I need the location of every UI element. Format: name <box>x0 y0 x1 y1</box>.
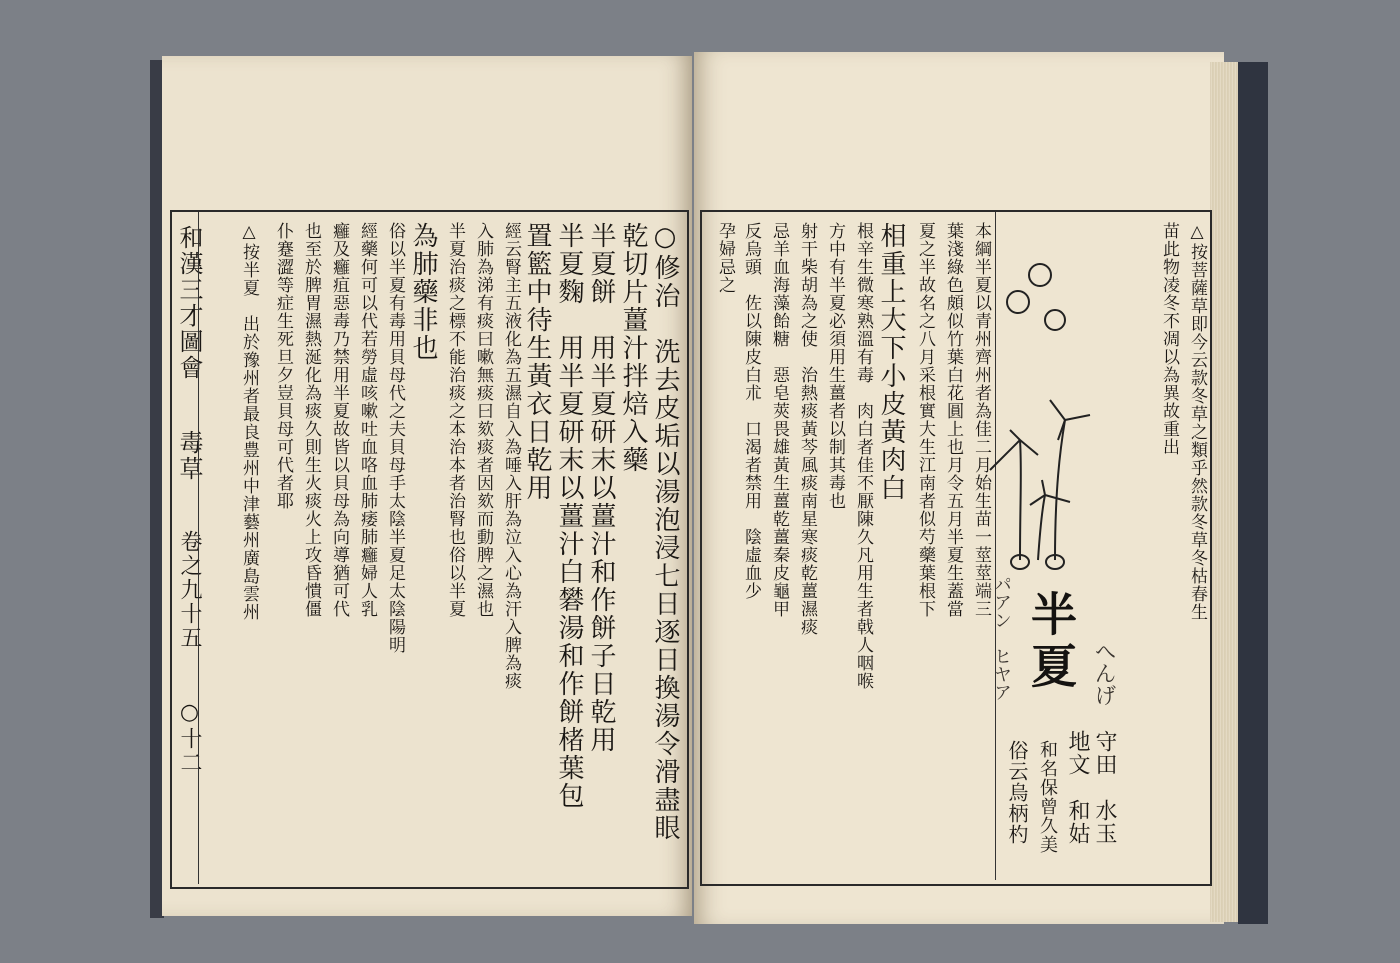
left-column: 置籃中待生黃衣日乾用 <box>522 222 552 502</box>
entry-title: 半夏 <box>1024 590 1078 694</box>
right-note-column: △按菩薩草即今云款冬草之類乎然款冬草冬枯春生 <box>1187 222 1207 621</box>
right-column: 射干柴胡為之使 治熱痰黃芩風痰南星寒痰乾薑濕痰 <box>797 222 817 636</box>
right-column: 根辛生微寒熟溫有毒 肉白者佳不厭陳久凡用生者戟人咽喉 <box>853 222 873 690</box>
left-column: 半夏餅 用半夏研末以薑汁和作餅子日乾用 <box>586 222 616 754</box>
left-column: 癰及癰疽惡毒乃禁用半夏故皆以貝母為向導猶可代 <box>329 222 349 618</box>
left-column: △按半夏 出於豫州者最良豊州中津藝州廣島雲州 <box>239 222 259 621</box>
alt-name: 俗云烏柄杓 <box>1005 740 1029 845</box>
left-column: 為肺藥非也 <box>408 222 438 362</box>
title-reading-chinese: パアン ヒヤア <box>991 575 1012 701</box>
left-column: 乾切片薑汁拌焙入藥 <box>618 222 648 474</box>
left-column: 半夏麴 用半夏研末以薑汁白礬湯和作餅楮葉包 <box>554 222 584 810</box>
right-column: 本綱半夏以青州齊州者為佳二月始生苗一莖莖端三 <box>971 222 991 618</box>
left-column: 也至於脾胃濕熱涎化為痰久則生火痰火上攻昏憒僵 <box>301 222 321 618</box>
right-column: 忌羊血海藻飴糖 惡皂莢畏雄黃生薑乾薑秦皮龜甲 <box>769 222 789 618</box>
margin-rule <box>198 212 199 884</box>
margin-volume: 卷之九十五 <box>177 530 202 650</box>
alt-name: 地文 和姑 <box>1065 730 1090 845</box>
margin-folio: ○十二 <box>177 700 202 775</box>
right-note-column: 苗此物凌冬不凋以為異故重出 <box>1159 222 1179 456</box>
alt-name: 和名保曾久美 <box>1037 740 1058 854</box>
right-column: 相重上大下小皮黃肉白 <box>876 222 906 502</box>
book-cover <box>1238 62 1268 924</box>
right-column: 反烏頭 佐以陳皮白朮 口渴者禁用 陰虛血少 <box>741 222 761 600</box>
right-column: 方中有半夏必須用生薑者以制其毒也 <box>825 222 845 510</box>
right-column: 葉淺綠色頗似竹葉白花圓上也月令五月半夏生蓋當 <box>943 222 963 618</box>
left-column: 入肺為涕有痰曰嗽無痰曰欬痰者因欬而動脾之濕也 <box>473 222 493 618</box>
left-column: 仆蹇澀等症生死旦夕豈貝母可代者耶 <box>273 222 293 510</box>
right-column: 孕婦忌之 <box>715 222 735 294</box>
margin-title: 和漢三才圖會 <box>175 225 203 381</box>
left-column: ○修治 洗去皮垢以湯泡浸七日逐日換湯令滑盡眼 <box>650 222 680 842</box>
left-column: 半夏治痰之標不能治痰之本治本者治腎也俗以半夏 <box>445 222 465 618</box>
left-column: 經云腎主五液化為五濕自入為唾入肝為泣入心為汗入脾為痰 <box>501 222 521 690</box>
margin-section: 毒草 <box>175 430 203 482</box>
right-column: 夏之半故名之八月采根實大生江南者似芍藥葉根下 <box>915 222 935 618</box>
title-reading-japanese: へんげ <box>1091 640 1116 706</box>
alt-name: 守田 水玉 <box>1092 730 1117 845</box>
left-column: 俗以半夏有毒用貝母代之夫貝母手太陰半夏足太陰陽明 <box>385 222 405 654</box>
left-column: 經藥何可以代若勞虛咳嗽吐血咯血肺痿肺癰婦人乳 <box>357 222 377 618</box>
